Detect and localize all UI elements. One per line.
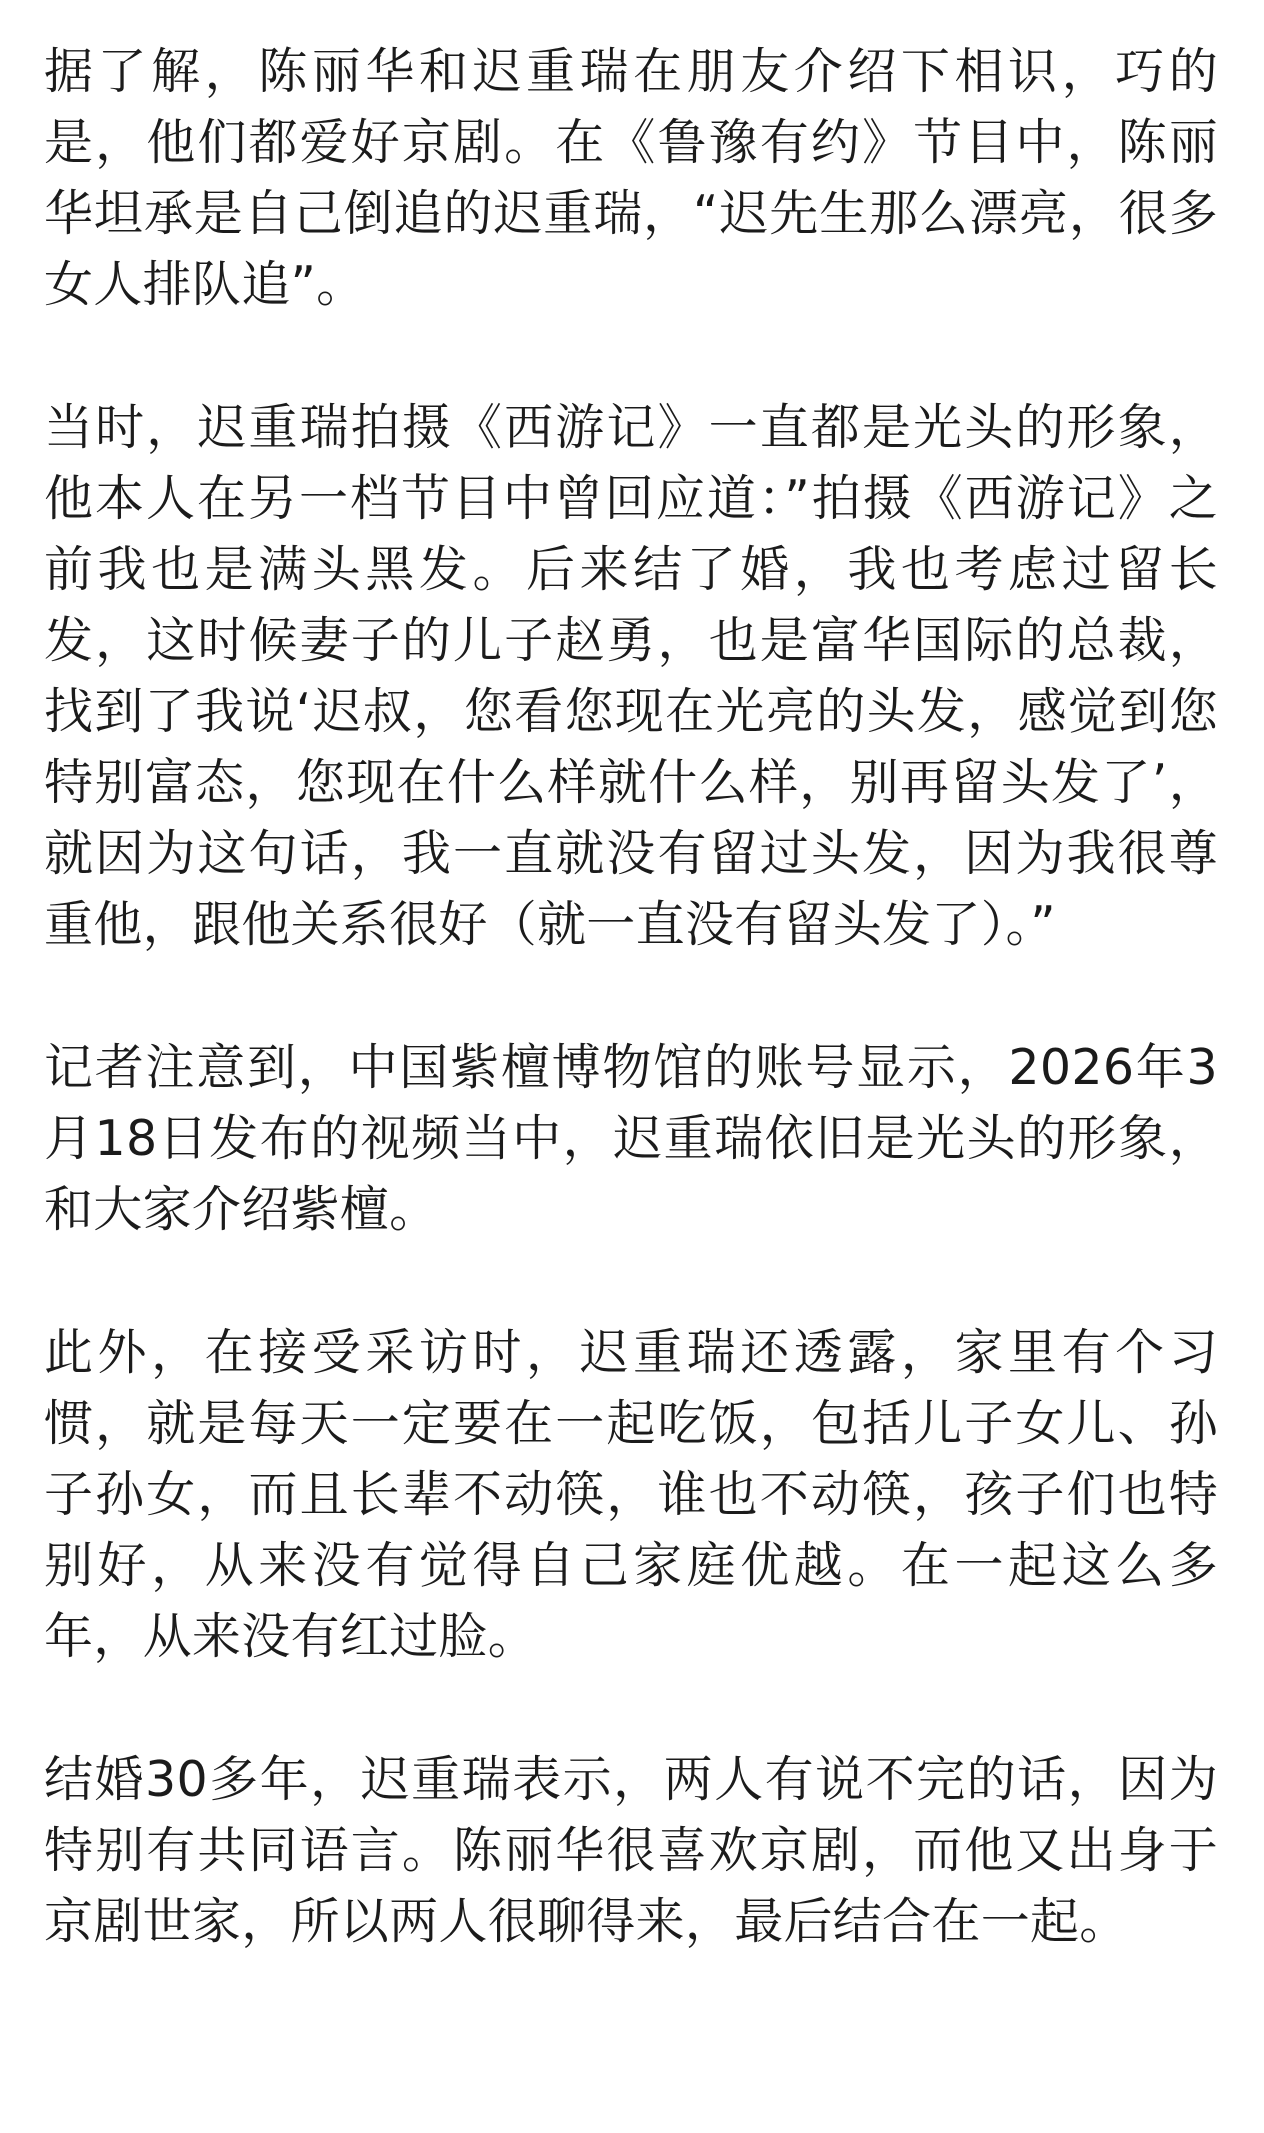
paragraph-marriage: 结婚30多年，迟重瑞表示，两人有说不完的话，因为特别有共同语言。陈丽华很喜欢京剧，而他又出身于京剧世家，所以两人很聊得来，最后结合在一起。 (44, 1751, 1218, 1950)
paragraph-family-habit: 此外，在接受采访时，迟重瑞还透露，家里有个习惯，就是每天一定要在一起吃饭，包括儿子女儿、孙子孙女，而且长辈不动筷，谁也不动筷，孩子们也特别好，从来没有觉得自己家庭优越。在一起这么多年，从来没有红过脸。 (44, 1324, 1218, 1665)
paragraph-museum-video: 记者注意到，中国紫檀博物馆的账号显示，2026年3月18日发布的视频当中，迟重瑞依旧是光头的形象，和大家介绍紫檀。 (44, 1039, 1218, 1238)
paragraph-intro: 据了解，陈丽华和迟重瑞在朋友介绍下相识，巧的是，他们都爱好京剧。在《鲁豫有约》节目中，陈丽华坦承是自己倒追的迟重瑞，“迟先生那么漂亮，很多女人排队追”。 (44, 43, 1218, 313)
paragraph-bald-image: 当时，迟重瑞拍摄《西游记》一直都是光头的形象，他本人在另一档节目中曾回应道：”拍摄《西游记》之前我也是满头黑发。后来结了婚，我也考虑过留长发，这时候妻子的儿子赵勇，也是富华国际的总裁，找到了我说‘迟叔，您看您现在光亮的头发，感觉到您特别富态，您现在什么样就什么样，别再留头发了’，就因为这句话，我一直就没有留过头发，因为我很尊重他，跟他关系很好（就一直没有留头发了）。” (44, 399, 1218, 953)
